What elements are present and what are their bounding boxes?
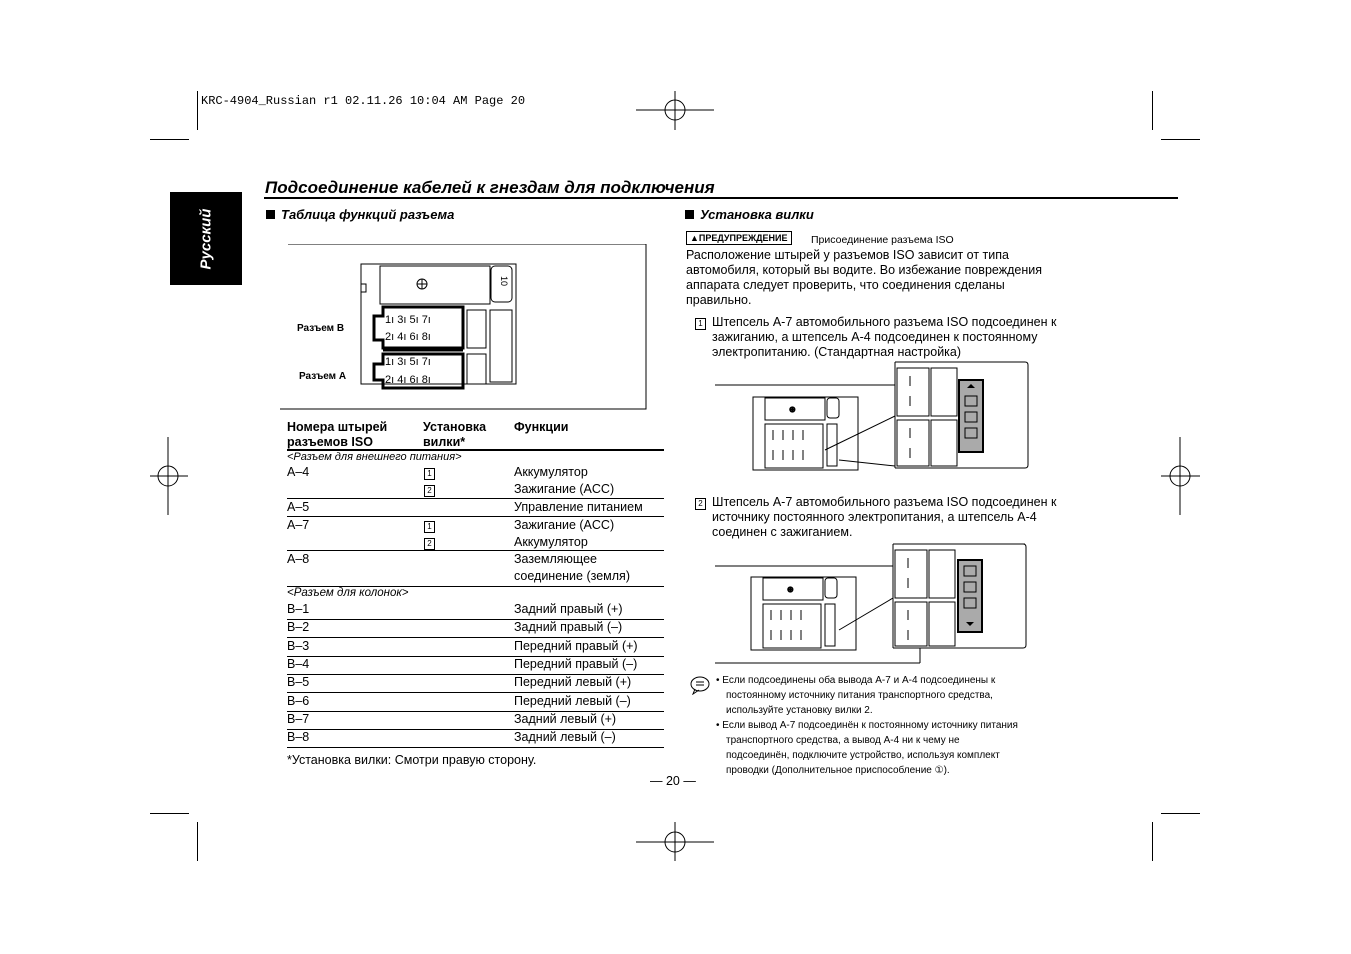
ext-row-setting: 2 [424,538,435,550]
ext-row-function: Зажигание (ACC) [514,518,615,532]
ext-row-setting: 1 [424,521,435,533]
plug-diagram-standard [715,360,1031,472]
speaker-row-pin: B–3 [287,638,310,653]
notes [716,673,1018,778]
speaker-row-pin: B–1 [287,602,310,616]
pins-b-top: 1ı 3ı 5ı 7ı [385,314,431,326]
speaker-row-function: Передний правый (–) [514,656,638,671]
col-header-pins: Номера штырей разъемов ISO [287,420,388,449]
group-external: <Разъем для внешнего питания> [287,451,462,463]
ext-row-function: Зажигание (ACC) [514,482,615,496]
speaker-row-function: Задний левый (–) [514,730,616,745]
page-title: Подсоединение кабелей к гнездам для подключения [265,178,715,197]
note-2: • Если вывод A-7 подсоединён к постоянному источнику питания транспортного средства, а вывод A-4 ни к чему не подсоединён, подключите устройство, используя комплект проводки (Дополнительное приспособление ①). [716,720,1018,776]
pins-a-bottom: 2ı 4ı 6ı 8ı [385,374,431,386]
row-divider [287,498,664,499]
ext-row-pin: A–7 [287,518,310,532]
speaker-row-pin: B–5 [287,675,310,690]
speaker-row-function: Передний левый (+) [514,675,632,690]
connector-b-label: Разъем B [297,323,345,334]
item-2-number: 2 [695,498,706,510]
speaker-row-function: Передний правый (+) [514,638,638,653]
ext-row-function: соединение (земля) [514,569,630,583]
speaker-row-pin: B–2 [287,620,310,635]
ext-row-pin: A–8 [287,552,310,566]
footnote: *Установка вилки: Смотри правую сторону. [287,753,537,767]
col-header-setting: Установка вилки* [423,420,487,449]
speaker-row-pin: B–6 [287,693,310,708]
item-1-number: 1 [695,318,706,330]
warning-badge: ▲ПРЕДУПРЕЖДЕНИЕ [686,231,792,245]
intro-text: Расположение штырей у разъемов ISO зависит от типа автомобиля, который вы водите. Во избежание повреждения аппарата следует проверить, что соединения сделаны правильно. [686,248,1042,307]
col-header-function: Функции [514,420,569,434]
connector-a-label: Разъем A [299,371,347,382]
left-section-title: Таблица функций разъема [266,207,454,222]
ext-row-setting: 2 [424,485,435,497]
row-divider [287,550,664,551]
speaker-row-function: Передний левый (–) [514,693,631,708]
group-speakers: <Разъем для колонок> [287,587,409,599]
pins-a-top: 1ı 3ı 5ı 7ı [385,356,431,368]
speaker-row-function: Задний левый (+) [514,711,617,726]
ext-row-function: Аккумулятор [514,465,588,479]
ext-row-function: Управление питанием [514,500,643,514]
note-1: • Если подсоединены оба вывода A-7 и A-4 подсоединены к постоянному источнику питания транспортного средства, используйте установку вилки 2. [716,675,996,716]
ext-row-pin: A–5 [287,500,310,514]
fuse-label: 10 [499,275,509,287]
pins-b-bottom: 2ı 4ı 6ı 8ı [385,331,431,343]
title-rule [264,197,1178,199]
item-1: 1 Штепсель A-7 автомобильного разъема ISO подсоединен к зажиганию, а штепсель A-4 подсоединен к постоянному электропитанию. (Стандартная настройка) [695,315,1056,360]
speaker-row-pin: B–8 [287,730,310,745]
ext-row-function: Аккумулятор [514,535,588,549]
ext-row-pin: A–4 [287,465,310,479]
right-section-title: Установка вилки [685,207,814,222]
row-divider [287,516,664,517]
item-2: 2 Штепсель A-7 автомобильного разъема ISO подсоединен к источнику постоянного электропитания, а штепсель A-4 соединен с зажиганием. [695,495,1056,540]
svg-text:⊕: ⊕ [789,405,796,414]
warning-title: Присоединение разъема ISO [811,234,954,246]
page-number: — 20 — [650,774,696,788]
note-icon [689,675,711,695]
speaker-row-pin: B–7 [287,711,310,726]
print-header: KRC-4904_Russian r1 02.11.26 10:04 AM Page 20 [201,94,526,108]
ext-row-function: Заземляющее [514,552,597,566]
speaker-row-function: Задний правый (–) [514,620,623,635]
language-tab: Русский [170,192,242,285]
speaker-row-function: Задний правый (+) [514,602,623,616]
speaker-row-pin: B–4 [287,656,310,671]
row-divider [287,747,664,748]
plug-diagram-alternate [715,542,1031,666]
ext-row-setting: 1 [424,468,435,480]
svg-text:⊕: ⊕ [787,585,794,594]
